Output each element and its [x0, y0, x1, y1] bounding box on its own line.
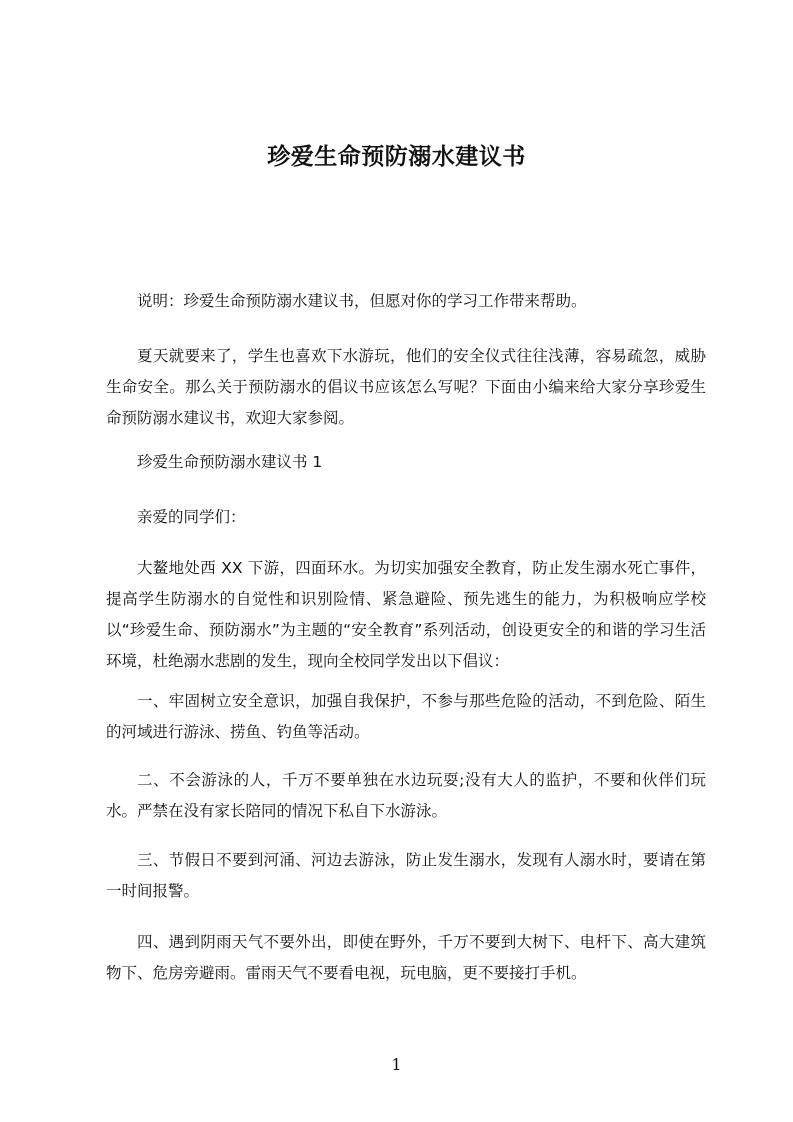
proposal-item-4: 四、遇到阴雨天气不要外出，即使在野外，千万不要到大树下、电杆下、高大建筑物下、危房旁避雨。雷雨天气不要看电视，玩电脑，更不要接打手机。: [106, 933, 706, 982]
body-paragraph-1: 大鳌地处西 XX 下游，四面环水。为切实加强安全教育，防止发生溺水死亡事件，提高学生防溺水的自觉性和识别险情、紧急避险、预先逃生的能力，为积极响应学校以“珍爱生命、预防溺水”为主题的“安全教育”系列活动，创设更安全的和谐的学习生活环境，杜绝溺水悲剧的发生，现向全校同学发出以下倡议：: [106, 559, 706, 670]
proposal-item-1: 一、牢固树立安全意识，加强自我保护，不参与那些危险的活动，不到危险、陌生的河域进行游泳、捞鱼、钓鱼等活动。: [106, 692, 706, 741]
document-title: 珍爱生命预防溺水建议书: [267, 144, 526, 170]
description-paragraph: 说明：珍爱生命预防溺水建议书，但愿对你的学习工作带来帮助。: [137, 292, 587, 310]
section-heading: 珍爱生命预防溺水建议书 1: [137, 453, 323, 471]
intro-paragraph: 夏天就要来了，学生也喜欢下水游玩，他们的安全仪式往往浅薄，容易疏忽，威胁生命安全。那么关于预防溺水的倡议书应该怎么写呢？下面由小编来给大家分享珍爱生命预防溺水建议书，欢迎大家参阅。: [106, 347, 706, 427]
salutation: 亲爱的同学们：: [137, 508, 246, 526]
proposal-item-2: 二、不会游泳的人，千万不要单独在水边玩耍;没有大人的监护，不要和伙伴们玩水。严禁在没有家长陪同的情况下私自下水游泳。: [106, 771, 706, 820]
proposal-item-3: 三、节假日不要到河涌、河边去游泳，防止发生溺水，发现有人溺水时，要请在第一时间报警。: [106, 851, 706, 900]
page-number: 1: [391, 1055, 402, 1074]
